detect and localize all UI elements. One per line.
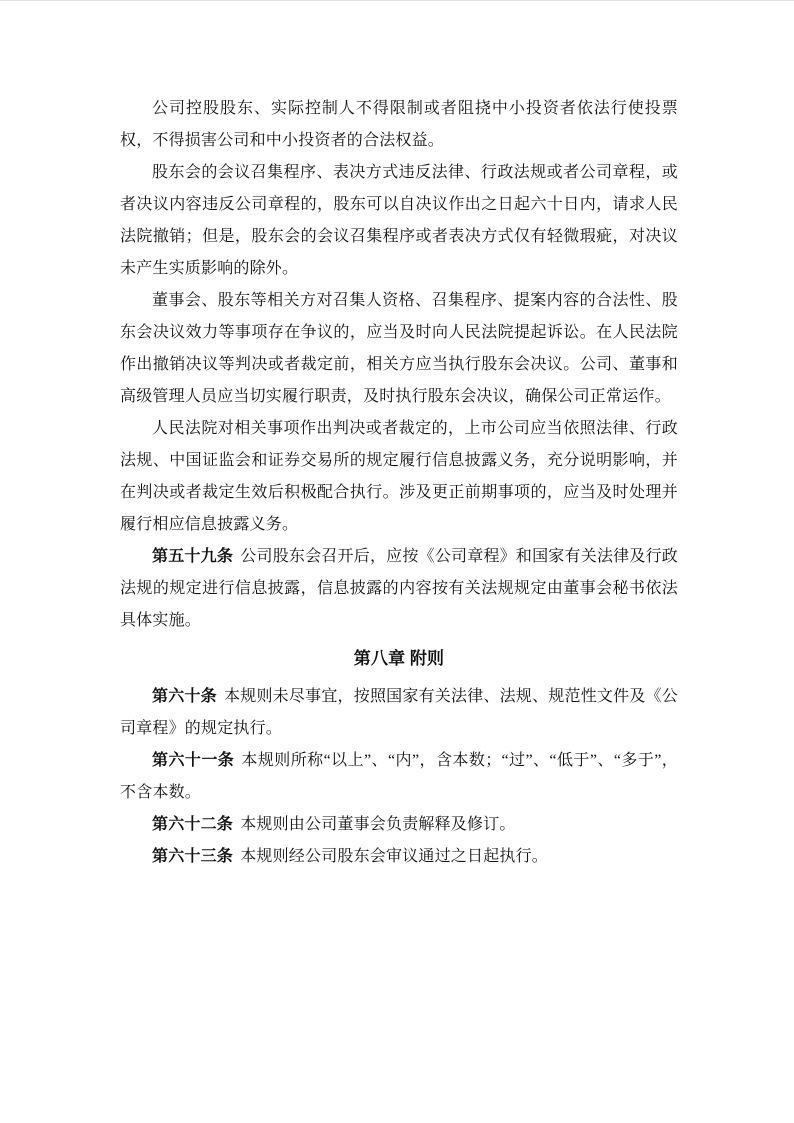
paragraph-article-61 [120, 745, 678, 809]
article-63-text: 本规则经公司股东会审议通过之日起执行。 [240, 848, 549, 865]
article-61-text: 本规则所称“以上”、“内”，含本数；“过”、“低于”、“多于”，不含本数。 [120, 752, 678, 801]
paragraph-article-60 [120, 681, 678, 745]
paragraph-article-63 [120, 841, 678, 873]
article-62-text: 本规则由公司董事会负责解释及修订。 [240, 816, 516, 833]
article-61-number: 第六十一条 [152, 752, 235, 769]
paragraph-court-ruling-disclosure: 人民法院对相关事项作出判决或者裁定的，上市公司应当依照法律、行政法规、中国证监会和证券交易所的规定履行信息披露义务，充分说明影响，并在判决或者裁定生效后积极配合执行。涉及更正前期事项的，应当及时处理并履行相应信息披露义务。 [120, 420, 678, 533]
article-60-number: 第六十条 [152, 688, 217, 705]
article-59-text: 公司股东会召开后，应按《公司章程》和国家有关法律及行政法规的规定进行信息披露，信息披露的内容按有关法规规定由董事会秘书依法具体实施。 [120, 548, 678, 629]
article-62-number: 第六十二条 [152, 816, 234, 833]
document-body [120, 93, 678, 873]
paragraph-article-59 [120, 541, 678, 637]
article-63-number: 第六十三条 [152, 848, 234, 865]
paragraph-dispute-litigation: 董事会、股东等相关方对召集人资格、召集程序、提案内容的合法性、股东会决议效力等事项存在争议的，应当及时向人民法院提起诉讼。在人民法院作出撤销决议等判决或者裁定前，相关方应当执行股东会决议。公司、董事和高级管理人员应当切实履行职责，及时执行股东会决议，确保公司正常运作。 [120, 292, 678, 405]
paragraph-controlling-shareholder: 公司控股股东、实际控制人不得限制或者阻挠中小投资者依法行使投票权，不得损害公司和中小投资者的合法权益。 [120, 100, 678, 149]
page-content [0, 1, 794, 1123]
paragraph-article-62 [120, 809, 678, 841]
chapter-heading-8: 第八章 附则 [353, 649, 445, 668]
article-59-number: 第五十九条 [152, 548, 234, 565]
article-60-text: 本规则未尽事宜，按照国家有关法律、法规、规范性文件及《公司章程》的规定执行。 [120, 688, 678, 737]
paragraph-meeting-procedure-violation: 股东会的会议召集程序、表决方式违反法律、行政法规或者公司章程，或者决议内容违反公司章程的，股东可以自决议作出之日起六十日内，请求人民法院撤销；但是，股东会的会议召集程序或者表决方式仅有轻微瑕疵，对决议未产生实质影响的除外。 [120, 164, 678, 277]
